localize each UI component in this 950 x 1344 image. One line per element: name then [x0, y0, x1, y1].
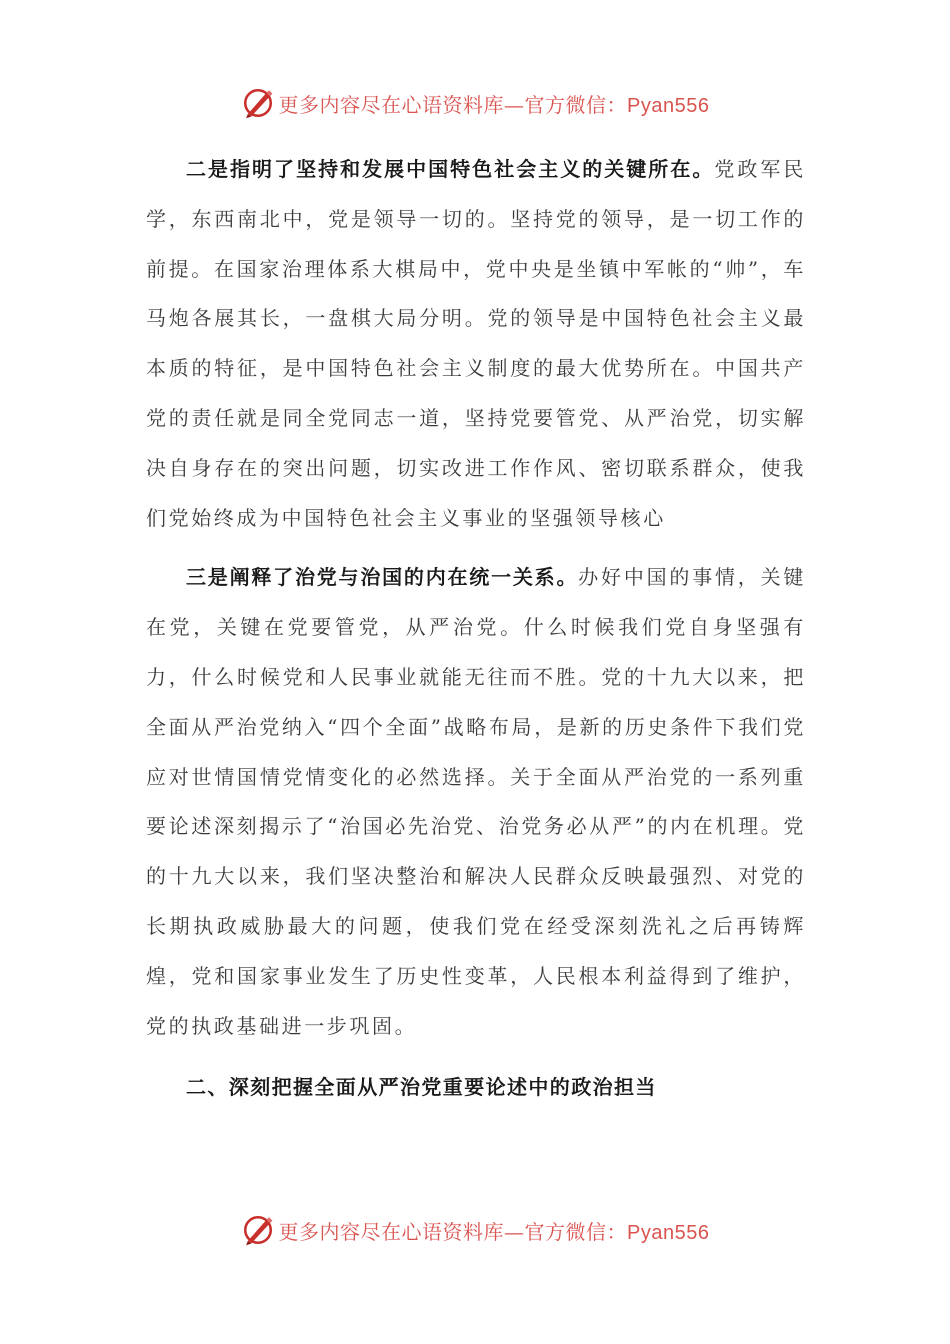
- pen-logo-icon: [241, 86, 275, 120]
- wechat-id: Pyan556: [627, 94, 710, 117]
- paragraph-lead: 二是指明了坚持和发展中国特色社会主义的关键所在。: [186, 157, 715, 181]
- paragraph-lead: 三是阐释了治党与治国的内在统一关系。: [186, 565, 579, 590]
- paragraph-three: [146, 553, 806, 1051]
- paragraph-text: 办好中国的事情，关键在党，关键在党要管党，从严治党。什么时候我们党自身坚强有力，什么时候党和人民事业就能无往而不胜。党的十九大以来，把全面从严治党纳入“四个全面”战略布局，是新的历史条件下我们党应对世情国情党情变化的必然选择。关于全面从严治党的一系列重要论述深刻揭示了“治国必先治党、治党务必从严”的内在机理。党的十九大以来，我们坚决整治和解决人民群众反映最强烈、对党的长期执政威胁最大的问题，使我们党在经受深刻洗礼之后再铸辉煌，党和国家事业发生了历史性变革，人民根本利益得到了维护，党的执政基础进一步巩固。: [146, 565, 806, 1038]
- paragraph-two: [146, 145, 806, 543]
- document-body: [146, 145, 806, 1113]
- pen-logo-icon: [241, 1213, 275, 1247]
- footer-banner-text: 更多内容尽在心语资料库—官方微信：Pyan556: [278, 1219, 710, 1244]
- section-heading: 二、深刻把握全面从严治党重要论述中的政治担当: [186, 1075, 657, 1100]
- header-banner-text: 更多内容尽在心语资料库—官方微信：Pyan556: [278, 92, 710, 117]
- header-banner: [0, 85, 950, 121]
- wechat-id: Pyan556: [627, 1221, 710, 1244]
- footer-banner: [0, 1212, 950, 1248]
- paragraph-text: 党政军民学，东西南北中，党是领导一切的。坚持党的领导，是一切工作的前提。在国家治理体系大棋局中，党中央是坐镇中军帐的“帅”，车马炮各展其长，一盘棋大局分明。党的领导是中国特色社会主义最本质的特征，是中国特色社会主义制度的最大优势所在。中国共产党的责任就是同全党同志一道，坚持党要管党、从严治党，切实解决自身存在的突出问题，切实改进工作作风、密切联系群众，使我们党始终成为中国特色社会主义事业的坚强领导核心: [146, 157, 806, 530]
